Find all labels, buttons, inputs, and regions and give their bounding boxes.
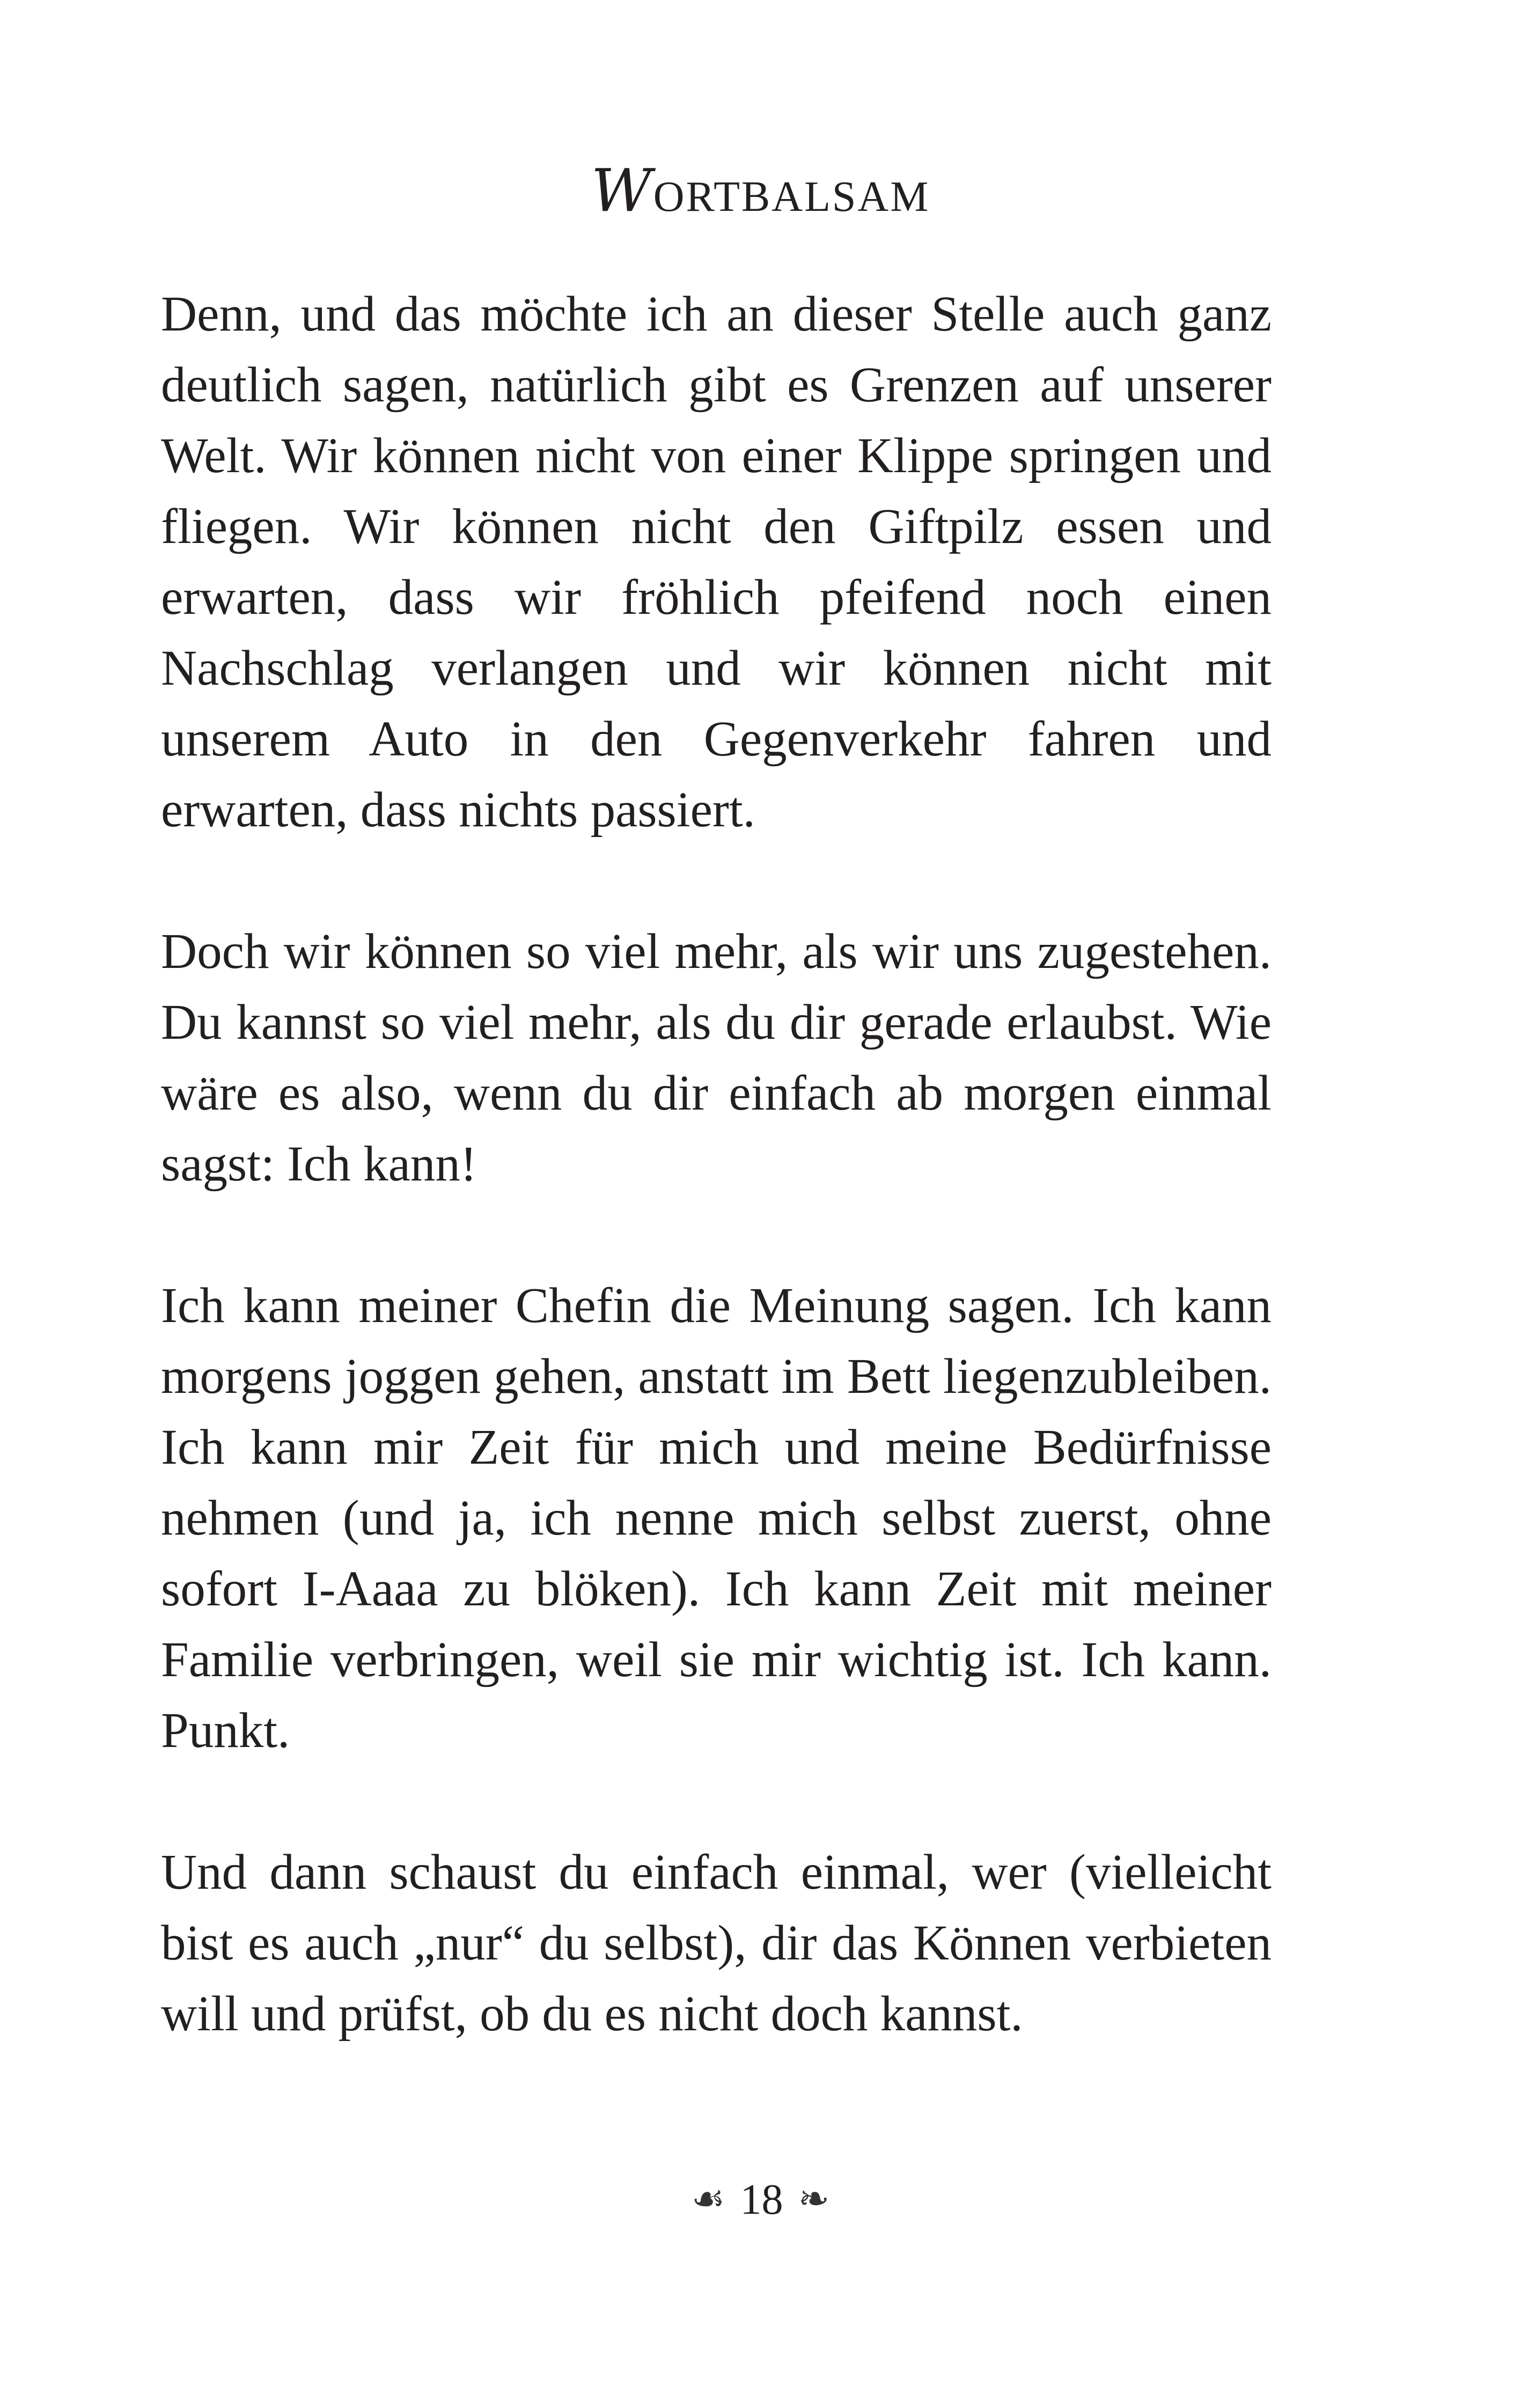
page-footer [0,2178,1521,2221]
paragraph-1: Denn, und das möchte ich an dieser Stelle auch ganz deutlich sagen, natürlich gibt es Grenzen auf unserer Welt. Wir können nicht von einer Klippe springen und fliegen. Wir können nicht den Giftpilz essen und erwarten, dass wir fröhlich pfeifend noch einen Nachschlag verlangen und wir können nicht mit unserem Auto in den Gegenverkehr fahren und erwarten, dass nichts passiert. [161,287,1272,838]
running-header [0,156,1521,225]
paragraph-3: Ich kann meiner Chefin die Meinung sagen. Ich kann morgens joggen gehen, anstatt im Bett liegenzubleiben. Ich kann mir Zeit für mich und meine Bedürfnisse nehmen (und ja, ich nenne mich selbst zuerst, ohne sofort I-Aaaa zu blöken). Ich kann Zeit mit meiner Familie verbringen, weil sie mir wichtig ist. Ich kann. Punkt. [161,1278,1272,1758]
body-text [161,279,1272,2120]
paragraph-4: Und dann schaust du einfach einmal, wer (vielleicht bist es auch „nur“ du selbst), dir das Können verbieten will und prüfst, ob du es nicht doch kannst. [161,1845,1272,2042]
ornament-left-icon: ☙ [691,2179,725,2220]
paragraph-2: Doch wir können so viel mehr, als wir uns zugestehen. Du kannst so viel mehr, als du dir gerade erlaubst. Wie wäre es also, wenn du dir einfach ab morgen einmal sagst: Ich kann! [161,924,1272,1192]
page-number: 18 [740,2176,783,2223]
ornament-right-icon: ❧ [798,2179,830,2220]
header-initial: W [591,156,653,225]
header-title: ORTBALSAM [653,173,930,221]
